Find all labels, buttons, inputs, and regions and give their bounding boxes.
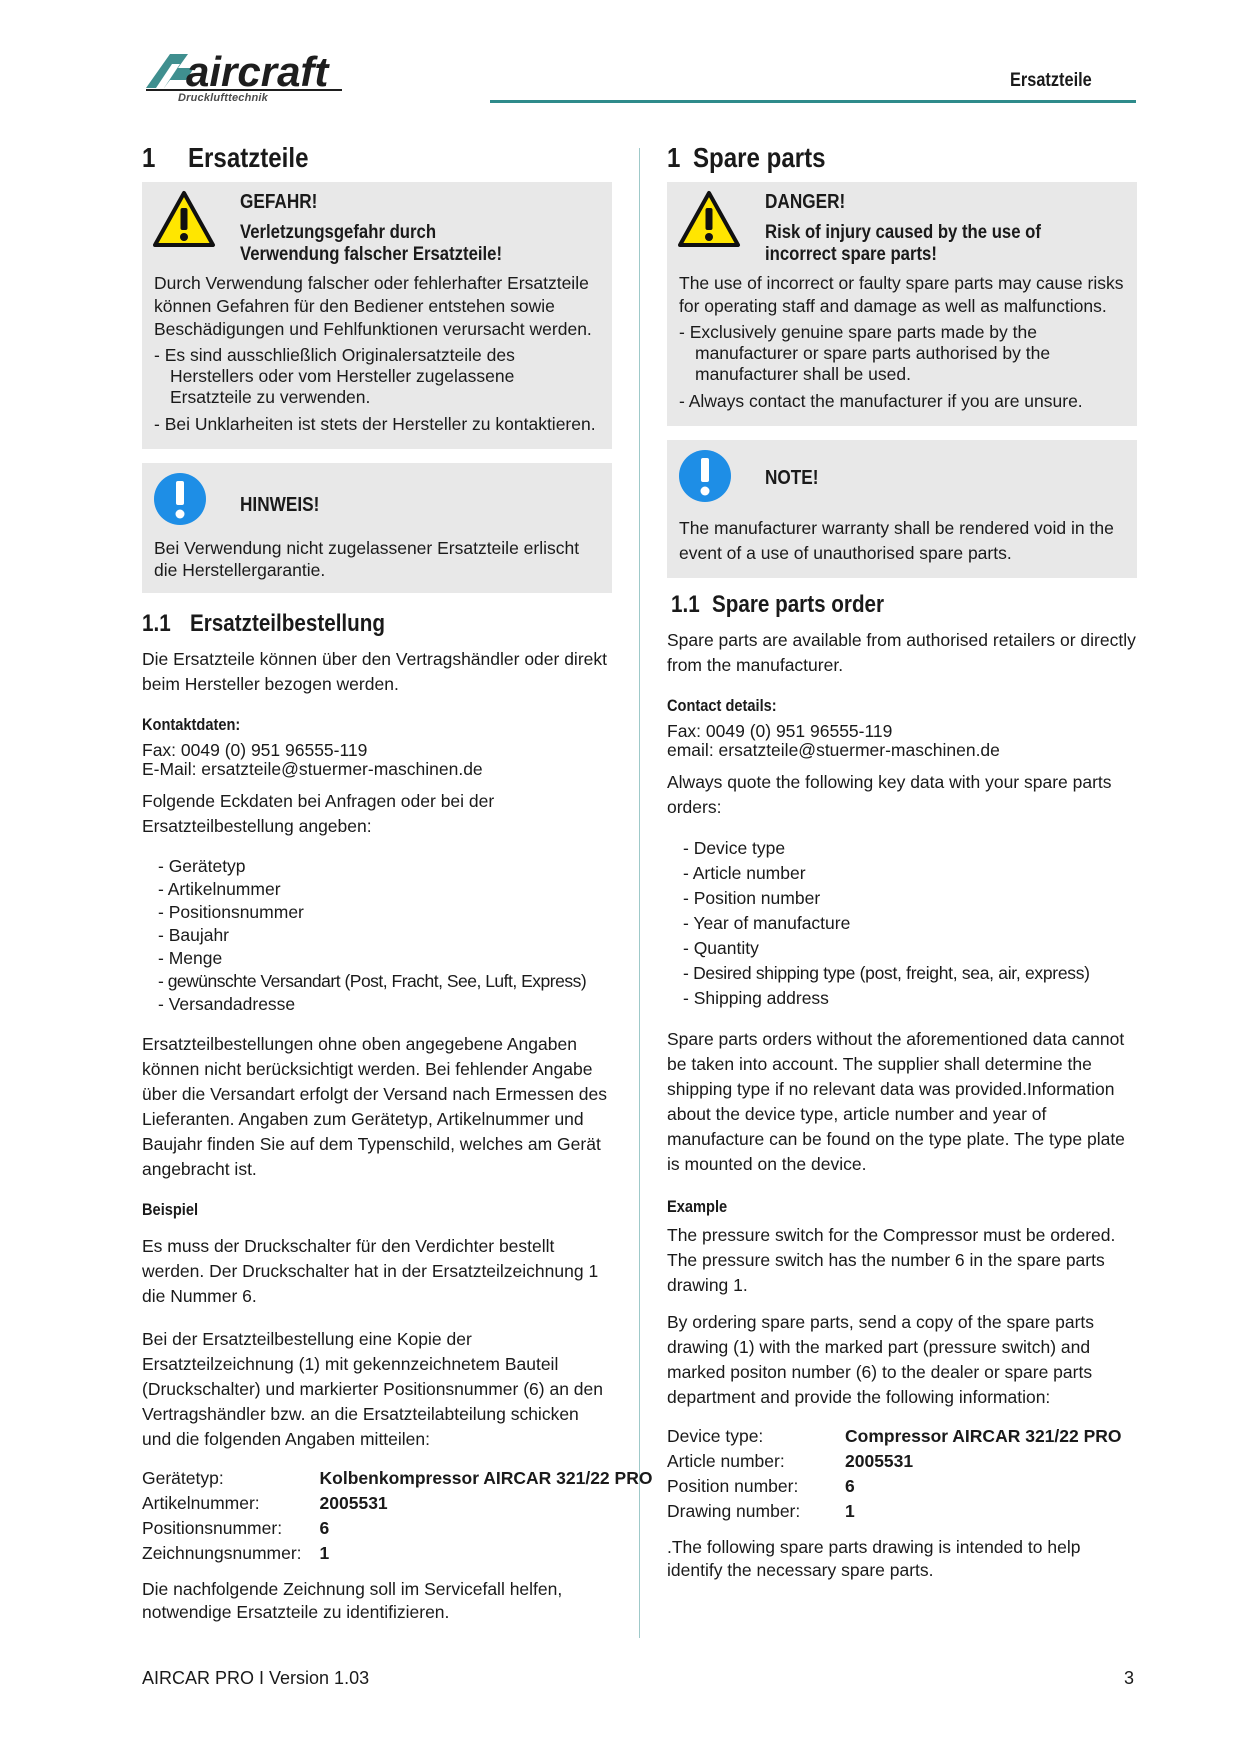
danger-subtitle: Risk of injury caused by the use of incorrect spare parts! — [765, 222, 1041, 265]
danger-item: - Bei Unklarheiten ist stets der Hersteller zu kontaktieren. — [154, 414, 596, 434]
danger-item: - Always contact the manufacturer if you are unsure. — [679, 391, 1083, 411]
contact-fax: Fax: 0049 (0) 951 96555-119 — [142, 740, 368, 760]
danger-box — [667, 182, 1137, 426]
orders-text: Ersatzteilbestellungen ohne oben angegebene Angaben können nicht berücksichtigt werden. Bei fehlender Angabe über die Versandart erfolgt der Versand nach Ermessen des Lieferanten. Angaben zum Gerätetyp, Artikelnummer und Baujahr finden Sie auf dem Typenschild, welches am Gerät angebracht ist. — [142, 1034, 607, 1179]
intro-text: Spare parts are available from authorised retailers or directly from the manufacturer. — [667, 630, 1136, 675]
page-number: 3 — [1124, 1668, 1135, 1688]
orders-text: Spare parts orders without the aforementioned data cannot be taken into account. The supplier shall determine the shipping type if no relevant data was provided.Information about the device type, article number and year of manufacture can be found on the type plate. The type plate is mounted on the device. — [667, 1029, 1125, 1174]
danger-text: Durch Verwendung falscher oder fehlerhafter Ersatzteile können Gefahren für den Bediener entstehen sowie Beschädigungen und Fehlfunktionen verursacht werden. — [154, 273, 592, 339]
list-item: - Gerätetyp — [158, 856, 246, 876]
list-item: - Year of manufacture — [683, 913, 851, 933]
note-text: Bei Verwendung nicht zugelassener Ersatzteile erlischt die Herstellergarantie. — [154, 538, 580, 580]
warning-triangle-icon — [152, 190, 216, 248]
danger-box — [142, 182, 612, 449]
key-data-list — [158, 855, 612, 1016]
table-row: Positionsnummer: 6 — [142, 1518, 330, 1538]
section-heading: 1 Spare parts — [667, 142, 826, 173]
danger-title: DANGER! — [765, 191, 846, 213]
example-label: Beispiel — [142, 1200, 199, 1219]
request-text: Always quote the following key data with your spare parts orders: — [667, 772, 1112, 817]
closing-text: .The following spare parts drawing is intended to help identify the necessary spare parts. — [667, 1537, 1081, 1580]
list-item: - Quantity — [683, 938, 759, 958]
contact-label: Kontaktdaten: — [142, 715, 241, 734]
key-data-list — [683, 836, 1137, 1011]
danger-title: GEFAHR! — [240, 191, 318, 213]
subsection-heading: 1.1 Ersatzteilbestellung — [142, 610, 385, 637]
logo-subtitle: Drucklufttechnik — [178, 92, 268, 104]
list-item: - Versandadresse — [158, 994, 296, 1014]
note-box — [142, 463, 612, 593]
danger-item: - Es sind ausschließlich Originalersatzteile des Herstellers oder vom Hersteller zugelassene Ersatzteile zu verwenden. — [154, 345, 515, 407]
list-item: - Artikelnummer — [158, 879, 281, 899]
list-item: - Menge — [158, 948, 223, 968]
list-item: - Article number — [683, 863, 806, 883]
table-row: Device type: Compressor AIRCAR 321/22 PRO — [667, 1426, 1122, 1446]
list-item: - Shipping address — [683, 988, 829, 1008]
list-item: - gewünschte Versandart (Post, Fracht, See, Luft, Express) — [158, 971, 587, 991]
intro-text: Die Ersatzteile können über den Vertragshändler oder direkt beim Hersteller bezogen werden. — [142, 649, 607, 694]
info-exclamation-icon — [677, 448, 733, 504]
list-item: - Desired shipping type (post, freight, sea, air, express) — [683, 963, 1090, 983]
english-column — [667, 138, 1137, 1592]
list-item: - Positionsnummer — [158, 902, 304, 922]
note-box — [667, 440, 1137, 578]
order-details-table — [142, 1466, 652, 1566]
table-row: Drawing number: 1 — [667, 1501, 855, 1521]
danger-subtitle: Verletzungsgefahr durch Verwendung falscher Ersatzteile! — [240, 222, 503, 265]
header-title: Ersatzteile — [1010, 70, 1092, 91]
danger-text: The use of incorrect or faulty spare parts may cause risks for operating staff and damage as well as malfunctions. — [679, 273, 1124, 316]
table-row: Article number: 2005531 — [667, 1451, 914, 1471]
danger-item: - Exclusively genuine spare parts made by the manufacturer or spare parts authorised by the manufacturer shall be used. — [679, 322, 1051, 384]
contact-fax: Fax: 0049 (0) 951 96555-119 — [667, 721, 893, 741]
contact-email: E-Mail: ersatzteile@stuermer-maschinen.de — [142, 759, 483, 779]
list-item: - Position number — [683, 888, 821, 908]
example-text: The pressure switch for the Compressor must be ordered. The pressure switch has the number 6 in the spare parts drawing 1. — [667, 1225, 1116, 1295]
section-heading: 1 Ersatzteile — [142, 142, 309, 173]
list-item: - Device type — [683, 838, 786, 858]
contact-email: email: ersatzteile@stuermer-maschinen.de — [667, 740, 1000, 760]
warning-triangle-icon — [677, 190, 741, 248]
german-column — [142, 138, 653, 1634]
example-label: Example — [667, 1197, 728, 1216]
subsection-heading: 1.1 Spare parts order — [671, 591, 885, 618]
table-row: Gerätetyp: Kolbenkompressor AIRCAR 321/22 PRO — [142, 1468, 653, 1488]
closing-text: Die nachfolgende Zeichnung soll im Servicefall helfen, notwendige Ersatzteile zu identifizieren. — [142, 1579, 563, 1622]
note-text: The manufacturer warranty shall be rendered void in the event of a use of unauthorised spare parts. — [679, 518, 1114, 563]
note-title: HINWEIS! — [240, 494, 320, 516]
logo-wordmark: aircraft — [186, 48, 329, 95]
order-details-table — [667, 1424, 1122, 1524]
table-row: Position number: 6 — [667, 1476, 855, 1496]
request-text: Folgende Eckdaten bei Anfragen oder bei der Ersatzteilbestellung angeben: — [142, 791, 495, 836]
table-row: Artikelnummer: 2005531 — [142, 1493, 388, 1513]
header-rule — [490, 100, 1136, 103]
note-title: NOTE! — [765, 467, 819, 489]
order-instruction-text: Bei der Ersatzteilbestellung eine Kopie der Ersatzteilzeichnung (1) mit gekennzeichnetem Bauteil (Druckschalter) und markierter Positionsnummer (6) an den Vertragshändler bzw. an die Ersatzteilabteilung schicken und die folgenden Angaben mitteilen: — [142, 1329, 603, 1449]
list-item: - Baujahr — [158, 925, 230, 945]
footer-version: AIRCAR PRO I Version 1.03 — [142, 1668, 370, 1688]
info-exclamation-icon — [152, 471, 208, 527]
contact-label: Contact details: — [667, 696, 777, 715]
order-instruction-text: By ordering spare parts, send a copy of the spare parts drawing (1) with the marked part (pressure switch) and marked positon number (6) to the dealer or spare parts department and provide the following information: — [667, 1312, 1095, 1407]
column-divider — [639, 148, 640, 1638]
table-row: Zeichnungsnummer: 1 — [142, 1543, 330, 1563]
example-text: Es muss der Druckschalter für den Verdichter bestellt werden. Der Druckschalter hat in der Ersatzteilzeichnung 1 die Nummer 6. — [142, 1236, 599, 1306]
